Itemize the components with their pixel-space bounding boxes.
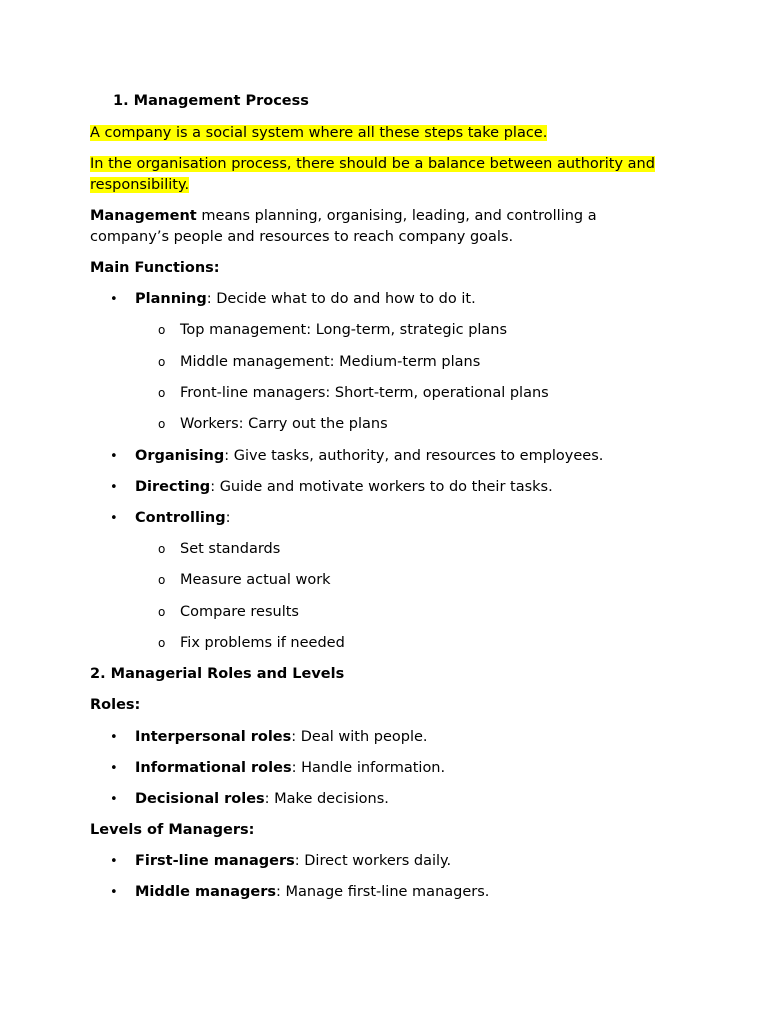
sub-bullet-icon: o (158, 417, 166, 431)
bullet-icon: • (110, 480, 118, 495)
sub-bullet-icon: o (158, 542, 166, 556)
level-text: : Direct workers daily. (294, 853, 452, 869)
sub-bullet-icon: o (158, 636, 166, 650)
level-term: First-line managers (135, 853, 295, 869)
role-term: Decisional roles (135, 791, 265, 807)
bullet-icon: • (110, 885, 118, 900)
bullet-icon: • (110, 854, 118, 869)
function-item-controlling (135, 508, 230, 529)
highlighted-text: responsibility. (90, 177, 190, 193)
highlight-line-1 (90, 123, 547, 144)
section-1-number: 1. (113, 93, 129, 109)
function-item-planning (135, 289, 476, 310)
role-term: Informational roles (135, 760, 292, 776)
bullet-icon: • (110, 761, 118, 776)
highlight-line-2b (90, 175, 189, 196)
sub-bullet-icon: o (158, 355, 166, 369)
role-text: : Deal with people. (291, 729, 428, 745)
bullet-icon: • (110, 792, 118, 807)
highlighted-text: A company is a social system where all these steps take place. (90, 125, 548, 141)
level-item (135, 851, 451, 872)
main-functions-heading: Main Functions: (90, 260, 220, 276)
function-term: Directing (135, 479, 211, 495)
role-text: : Make decisions. (264, 791, 389, 807)
function-term: Organising (135, 448, 225, 464)
function-term: Planning (135, 291, 207, 307)
controlling-sub-item: Measure actual work (180, 572, 331, 588)
role-item (135, 789, 389, 810)
sub-bullet-icon: o (158, 386, 166, 400)
highlight-line-2a (90, 154, 655, 175)
levels-heading: Levels of Managers: (90, 822, 255, 838)
bullet-icon: • (110, 449, 118, 464)
planning-sub-item: Front-line managers: Short-term, operational plans (180, 385, 549, 401)
sub-bullet-icon: o (158, 573, 166, 587)
function-item-directing (135, 477, 553, 498)
role-term: Interpersonal roles (135, 729, 292, 745)
definition-term: Management (90, 208, 197, 224)
function-text: : (225, 510, 231, 526)
roles-heading: Roles: (90, 697, 141, 713)
level-term: Middle managers (135, 884, 277, 900)
sub-bullet-icon: o (158, 323, 166, 337)
definition-line-1 (90, 206, 597, 227)
function-text: : Give tasks, authority, and resources to employees. (224, 448, 604, 464)
section-1-heading (113, 91, 309, 112)
controlling-sub-item: Fix problems if needed (180, 635, 345, 651)
level-text: : Manage first-line managers. (276, 884, 490, 900)
bullet-icon: • (110, 292, 118, 307)
role-item (135, 727, 428, 748)
level-item (135, 882, 489, 903)
function-item-organising (135, 446, 603, 467)
function-term: Controlling (135, 510, 226, 526)
role-item (135, 758, 445, 779)
highlighted-text: In the organisation process, there should be a balance between authority and (90, 156, 655, 172)
section-1-title: Management Process (133, 93, 309, 109)
function-text: : Decide what to do and how to do it. (206, 291, 476, 307)
bullet-icon: • (110, 730, 118, 745)
section-2-heading: 2. Managerial Roles and Levels (90, 666, 345, 682)
definition-text: company’s people and resources to reach company goals. (90, 229, 514, 245)
function-text: : Guide and motivate workers to do their tasks. (210, 479, 553, 495)
planning-sub-item: Top management: Long-term, strategic plans (180, 322, 508, 338)
controlling-sub-item: Set standards (180, 541, 281, 557)
sub-bullet-icon: o (158, 605, 166, 619)
definition-line-2 (90, 227, 513, 248)
bullet-icon: • (110, 511, 118, 526)
planning-sub-item: Workers: Carry out the plans (180, 416, 388, 432)
controlling-sub-item: Compare results (180, 604, 299, 620)
planning-sub-item: Middle management: Medium-term plans (180, 354, 481, 370)
definition-text: means planning, organising, leading, and controlling a (196, 208, 597, 224)
role-text: : Handle information. (291, 760, 446, 776)
